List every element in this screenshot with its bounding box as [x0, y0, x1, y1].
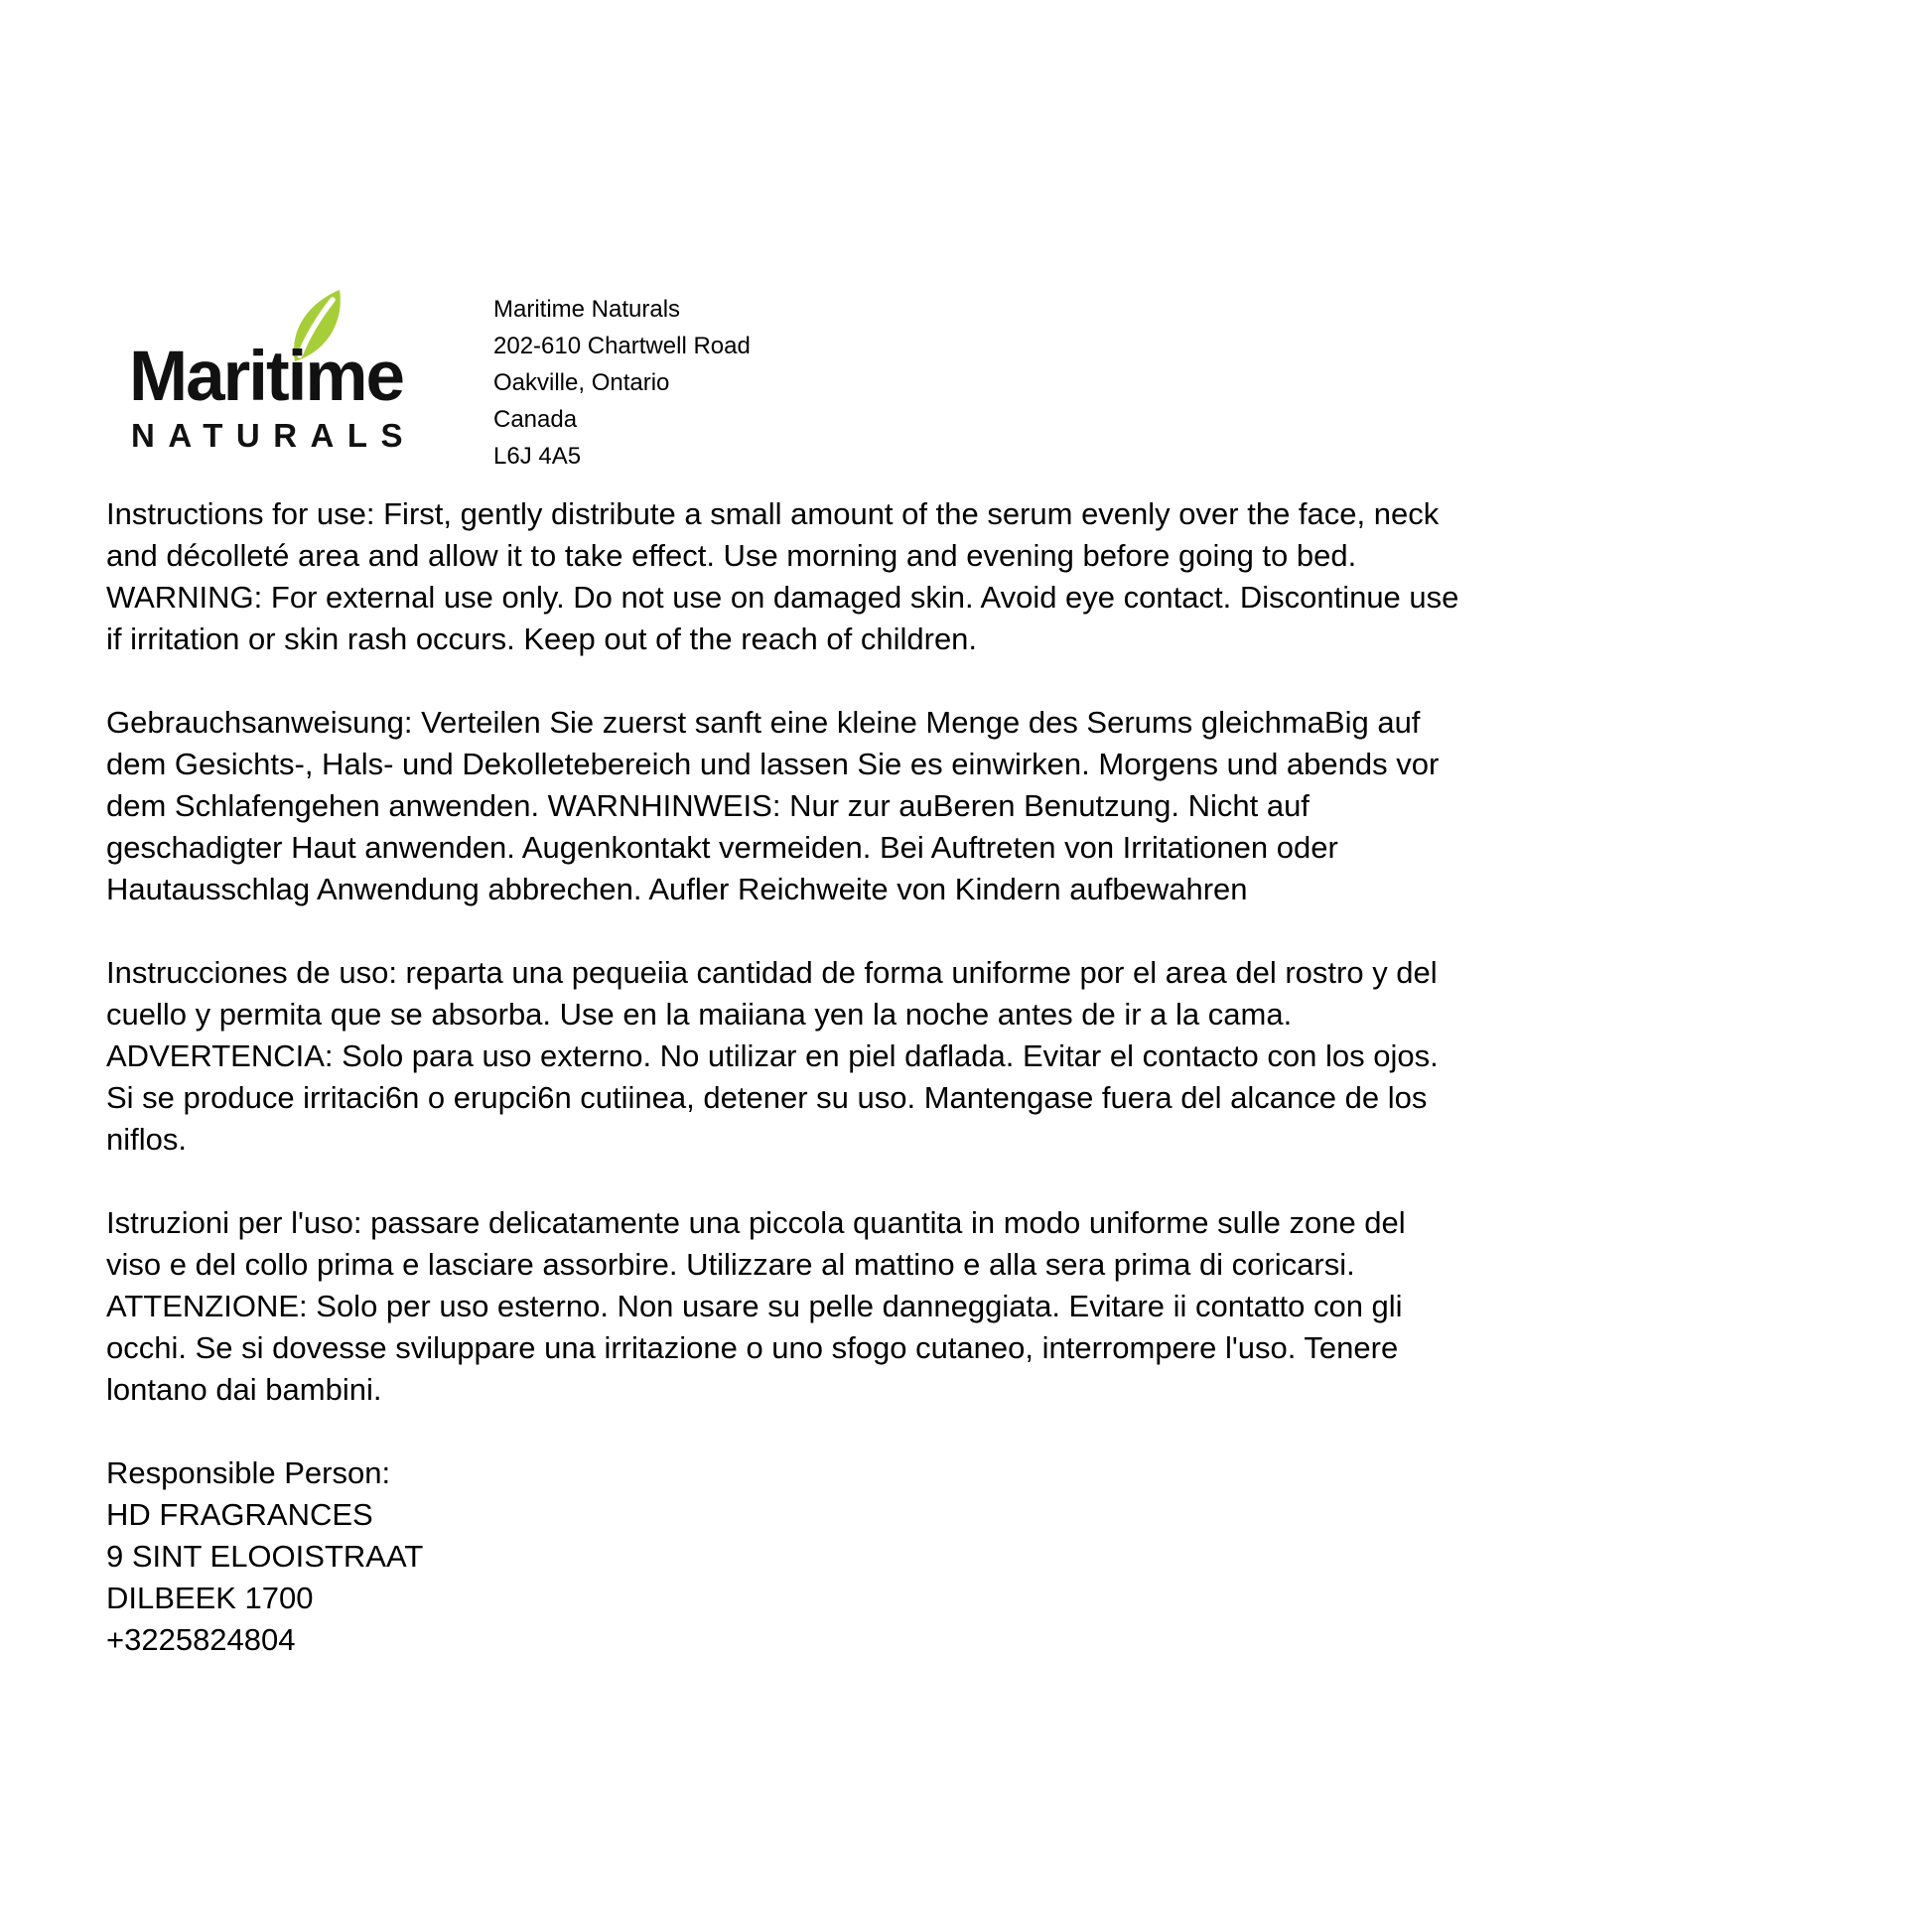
- maritime-naturals-logo: [129, 286, 457, 460]
- address-line-company: Maritime Naturals: [493, 296, 681, 323]
- responsible-person-block: [106, 1452, 1464, 1661]
- responsible-person-company: HD FRAGRANCES: [106, 1497, 373, 1532]
- address-line-street: 202-610 Chartwell Road: [493, 333, 751, 359]
- logo-brand-name: Maritime: [129, 338, 403, 416]
- address-line-postal: L6J 4A5: [493, 443, 582, 470]
- instructions-italian: Istruzioni per l'uso: passare delicatamente una piccola quantita in modo uniforme sulle zone del viso e del collo prima e lasciare assorbire. Utilizzare al mattino e alla sera prima di coricarsi. ATTENZIONE: Solo per uso esterno. Non usare su pelle danneggiata. Evitare ii contatto con gli occhi. Se si dovesse sviluppare una irritazione o uno sfogo cutaneo, interrompere l'uso. Tenere lontano dai bambini.: [106, 1205, 1406, 1407]
- responsible-person-phone: +3225824804: [106, 1622, 296, 1657]
- address-line-city: Oakville, Ontario: [493, 369, 670, 396]
- instructions-spanish: Instrucciones de uso: reparta una pequeiia cantidad de forma uniforme por el area del rostro y del cuello y permita que se absorba. Use en la maiiana yen la noche antes de ir a la cama. ADVERTENCIA: Solo para uso externo. No utilizar en piel daflada. Evitar el contacto con los ojos. Si se produce irritaci6n o erupci6n cutiinea, detener su uso. Mantengase fuera del alcance de los niflos.: [106, 955, 1439, 1157]
- instructions-english: Instructions for use: First, gently distribute a small amount of the serum evenly over the face, neck and décolleté area and allow it to take effect. Use morning and evening before going to bed. WARNING: For external use only. Do not use on damaged skin. Avoid eye contact. Discontinue use if irritation or skin rash occurs. Keep out of the reach of children.: [106, 496, 1459, 656]
- header: [0, 0, 1932, 477]
- responsible-person-city: DILBEEK 1700: [106, 1581, 314, 1615]
- responsible-person-label: Responsible Person:: [106, 1455, 391, 1490]
- responsible-person-street: 9 SINT ELOOISTRAAT: [106, 1539, 424, 1574]
- instructions-body: [106, 493, 1464, 1661]
- logo-brand-subtitle: NATURALS: [131, 417, 417, 454]
- company-address-block: [493, 291, 751, 475]
- instructions-german: Gebrauchsanweisung: Verteilen Sie zuerst sanft eine kleine Menge des Serums gleichmaBig auf dem Gesichts-, Hals- und Dekolletebereich und lassen Sie es einwirken. Morgens und abends vor dem Schlafengehen anwenden. WARNHINWEIS: Nur zur auBeren Benutzung. Nicht auf geschadigter Haut anwenden. Augenkontakt vermeiden. Bei Auftreten von Irritationen oder Hautausschlag Anwendung abbrechen. Aufler Reichweite von Kindern aufbewahren: [106, 705, 1440, 906]
- address-line-country: Canada: [493, 406, 578, 433]
